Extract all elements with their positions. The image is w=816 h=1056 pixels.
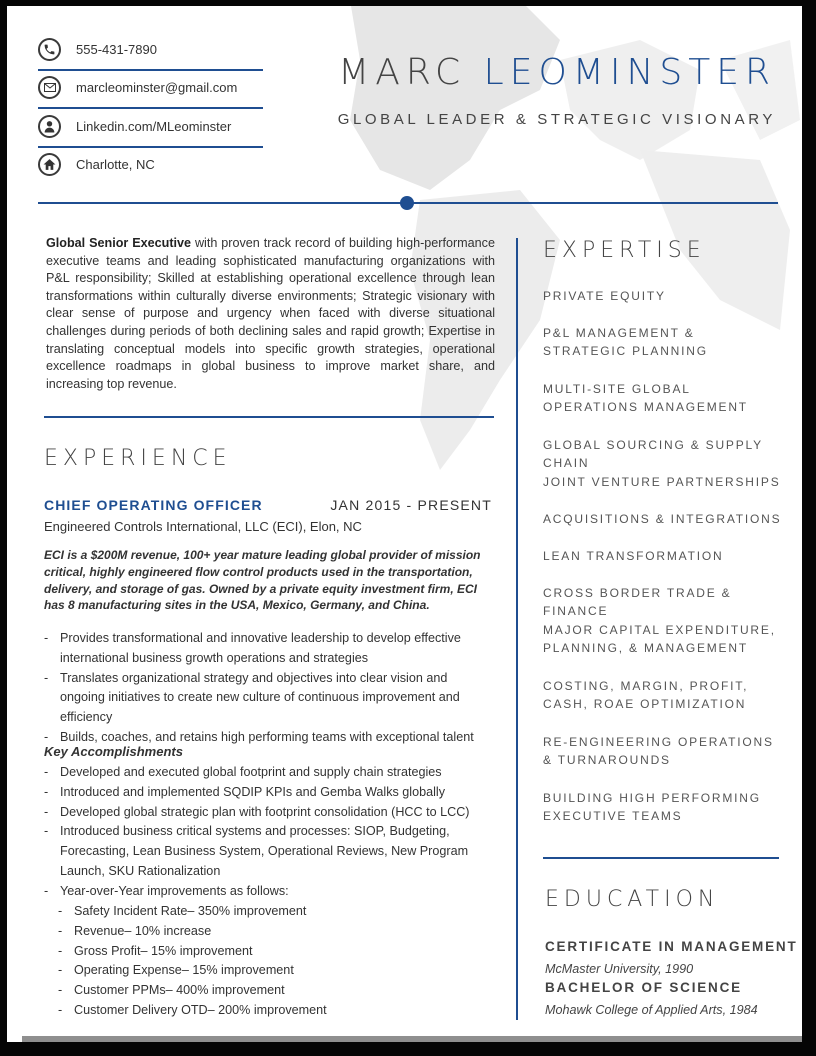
key-accomplishments-heading: Key Accomplishments <box>44 744 183 759</box>
contact-divider <box>38 69 263 71</box>
education-school: Mohawk College of Applied Arts, 1984 <box>545 1003 758 1017</box>
contact-linkedin <box>38 115 231 138</box>
first-name: MARC <box>338 52 467 93</box>
last-name: LEOMINSTER <box>483 52 776 93</box>
contact-phone <box>38 38 157 61</box>
linkedin-link[interactable]: Linkedin.com/MLeominster <box>76 119 232 134</box>
expertise-item: MAJOR CAPITAL EXPENDITURE, PLANNING, & MANAGEMENT <box>543 623 776 655</box>
summary-divider <box>44 416 494 418</box>
summary-lead: Global Senior Executive <box>46 236 192 250</box>
list-item: - Provides transformational and innovative leadership to develop effective international business growth operations and strategies <box>44 631 461 665</box>
expertise-item: CROSS BORDER TRADE & FINANCE <box>543 586 732 618</box>
list-item: - Safety Incident Rate– 350% improvement <box>58 904 307 918</box>
education-school: McMaster University, 1990 <box>545 962 694 976</box>
contact-divider <box>38 107 263 109</box>
divider-dot <box>400 196 414 210</box>
company-name: Engineered Controls International, LLC (ECI), Elon, NC <box>44 519 362 534</box>
email-link[interactable]: marcleominster@gmail.com <box>76 80 238 95</box>
education-heading: EDUCATION <box>545 887 720 912</box>
expertise-item: JOINT VENTURE PARTNERSHIPS <box>543 475 781 489</box>
page-shadow <box>22 1036 802 1042</box>
expertise-item: COSTING, MARGIN, PROFIT, CASH, ROAE OPTIMIZATION <box>543 679 749 711</box>
contact-email <box>38 76 237 99</box>
expertise-item: RE-ENGINEERING OPERATIONS & TURNAROUNDS <box>543 735 774 767</box>
tagline: GLOBAL LEADER & STRATEGIC VISIONARY <box>337 111 776 128</box>
profile-summary <box>46 235 495 393</box>
list-item: - Developed global strategic plan with footprint consolidation (HCC to LCC) <box>44 804 470 819</box>
responsibility-list <box>44 629 494 748</box>
home-icon <box>38 153 61 176</box>
job-dates: JAN 2015 - PRESENT <box>330 497 492 513</box>
improvement-list <box>44 902 494 1021</box>
contact-location <box>38 153 155 176</box>
expertise-item: BUILDING HIGH PERFORMING EXECUTIVE TEAMS <box>543 791 761 823</box>
education-degree: BACHELOR OF SCIENCE <box>545 980 742 995</box>
expertise-item: P&L MANAGEMENT & STRATEGIC PLANNING <box>543 326 708 358</box>
summary-text: with proven track record of building high-performance executive teams and leading sophisticated manufacturing organizations with P&L responsibility; Skilled at establishing operational excellence through lean transformations within culturally diverse environments; Strategic visionary with clear sense of purpose and urgency when faced with diverse situational challenges during periods of both declining sales and rapid growth; Expertise in translating conceptual models into specific growth strategies, operational excellence roadmaps in global business to improve market share, and increasing top revenue. <box>46 236 495 391</box>
list-item: - Customer PPMs– 400% improvement <box>58 983 285 998</box>
expertise-heading: EXPERTISE <box>543 238 706 263</box>
list-item: - Developed and executed global footprint and supply chain strategies <box>44 765 442 779</box>
expertise-item: GLOBAL SOURCING & SUPPLY CHAIN <box>543 438 763 470</box>
expertise-item: LEAN TRANSFORMATION <box>543 549 724 563</box>
phone-number: 555-431-7890 <box>76 42 157 57</box>
education-degree: CERTIFICATE IN MANAGEMENT <box>545 939 798 954</box>
location-text: Charlotte, NC <box>76 157 155 172</box>
list-item: - Translates organizational strategy and objectives into clear vision and ongoing initiatives to create new culture of continuous improvement and efficiency <box>44 670 460 725</box>
list-item: - Gross Profit– 15% improvement <box>58 943 253 958</box>
list-item: - Introduced and implemented SQDIP KPIs and Gemba Walks globally <box>44 784 446 799</box>
expertise-divider <box>543 857 779 859</box>
contact-divider <box>38 146 263 148</box>
expertise-item: ACQUISITIONS & INTEGRATIONS <box>543 512 782 526</box>
list-item: - Operating Expense– 15% improvement <box>58 963 294 978</box>
list-item: - Customer Delivery OTD– 200% improvement <box>58 1002 327 1017</box>
list-item: - Builds, coaches, and retains high performing teams with exceptional talent <box>44 729 474 744</box>
list-item: - Year-over-Year improvements as follows: <box>44 883 289 898</box>
experience-heading: EXPERIENCE <box>44 446 232 471</box>
person-icon <box>38 115 61 138</box>
list-item: - Introduced business critical systems and processes: SIOP, Budgeting, Forecasting, Lean Business System, Operational Reviews, New Program Launch, SKU Rationalization <box>44 824 469 878</box>
envelope-icon <box>38 76 61 99</box>
column-divider <box>516 238 518 1020</box>
phone-icon <box>38 38 61 61</box>
expertise-item: PRIVATE EQUITY <box>543 289 666 303</box>
accomplishment-list <box>44 763 494 902</box>
list-item: - Revenue– 10% increase <box>58 923 212 938</box>
candidate-name <box>338 52 776 93</box>
job-title: CHIEF OPERATING OFFICER <box>44 497 263 513</box>
expertise-item: MULTI-SITE GLOBAL OPERATIONS MANAGEMENT <box>543 382 748 414</box>
company-description: ECI is a $200M revenue, 100+ year mature leading global provider of mission critical, highly engineered flow control products used in the transportation, delivery, and storage of gas. Owned by a private equity investment firm, ECI has 8 manufacturing sites in the USA, Mexico, Germany, and China. <box>44 548 481 613</box>
